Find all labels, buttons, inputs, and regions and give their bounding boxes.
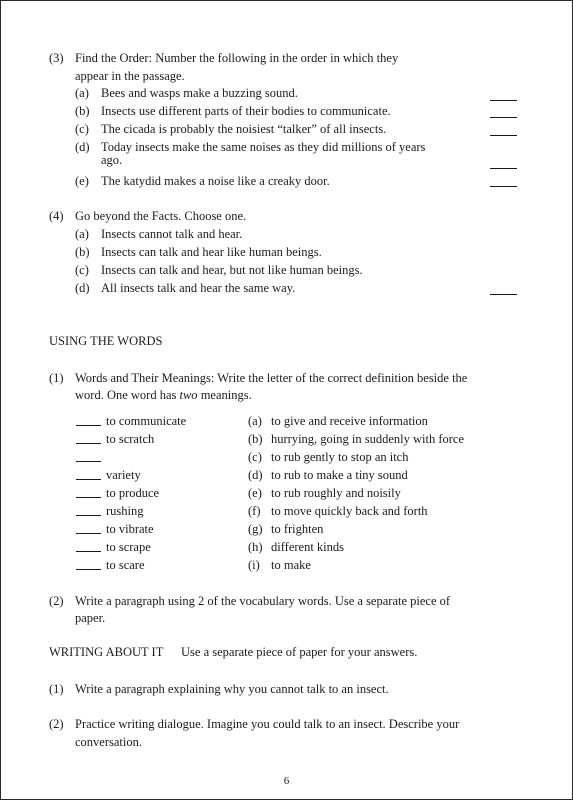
vocab-q2-line2: paper. [75,611,106,625]
answer-blank[interactable] [490,186,517,187]
definition-text: to make [271,558,311,572]
vocab-word: rushing [106,504,144,518]
emphasis-two: two [179,388,198,402]
definition-text: to move quickly back and forth [271,504,428,518]
definition-text: to give and receive information [271,414,428,428]
q3-item-text: The cicada is probably the noisiest “talker” of all insects. [101,122,387,136]
definition-letter: (b) [248,432,263,446]
match-blank[interactable] [76,515,101,516]
vocab-q2-line1: Write a paragraph using 2 of the vocabulary words. Use a separate piece of [75,594,451,608]
definition-letter: (h) [248,540,263,554]
writing-q2-line1: Practice writing dialogue. Imagine you could talk to an insect. Describe your [75,717,460,731]
match-blank[interactable] [76,569,101,570]
definition-text: to rub gently to stop an itch [271,450,409,464]
section-heading-writing: WRITING ABOUT IT [49,645,164,659]
q4-number: (4) [49,209,64,223]
definition-letter: (g) [248,522,263,536]
writing-instruction: Use a separate piece of paper for your answers. [181,645,418,659]
q3-item-letter: (e) [75,174,89,188]
vocab-word: to produce [106,486,160,500]
writing-q1-text: Write a paragraph explaining why you cannot talk to an insect. [75,682,389,696]
q3-item-text: Bees and wasps make a buzzing sound. [101,86,298,100]
answer-blank[interactable] [490,117,517,118]
match-blank[interactable] [76,533,101,534]
section-heading-using-words: USING THE WORDS [49,334,163,348]
vocab-word: to vibrate [106,522,154,536]
vocab-q1-line2: word. One word has two meanings. [75,388,252,402]
definition-text: to rub to make a tiny sound [271,468,408,482]
q3-item-letter: (a) [75,86,89,100]
match-blank[interactable] [76,479,101,480]
q3-prompt-line1: Find the Order: Number the following in the order in which they [75,51,399,65]
q4-item-text: Insects can talk and hear like human beings. [101,245,322,259]
q3-number: (3) [49,51,64,65]
match-blank[interactable] [76,497,101,498]
definition-text: to rub roughly and noisily [271,486,401,500]
vocab-q2-number: (2) [49,594,64,608]
vocab-word: to communicate [106,414,187,428]
q4-item-text: Insects cannot talk and hear. [101,227,243,241]
q4-item-text: Insects can talk and hear, but not like human beings. [101,263,363,277]
vocab-q1-number: (1) [49,371,64,385]
definition-letter: (c) [248,450,262,464]
vocab-q1-line1: Words and Their Meanings: Write the letter of the correct definition beside the [75,371,468,385]
match-blank[interactable] [76,425,101,426]
definition-text: hurrying, going in suddenly with force [271,432,465,446]
match-blank[interactable] [76,443,101,444]
answer-blank[interactable] [490,294,517,295]
definition-text: to frighten [271,522,324,536]
answer-blank[interactable] [490,168,517,169]
q4-item-letter: (a) [75,227,89,241]
definition-letter: (e) [248,486,262,500]
writing-q2-line2: conversation. [75,735,142,749]
q3-item-text: Insects use different parts of their bodies to communicate. [101,104,391,118]
page-number: 6 [283,775,290,787]
q3-item-text: The katydid makes a noise like a creaky door. [101,174,330,188]
vocab-word: variety [106,468,141,482]
match-blank[interactable] [76,461,101,462]
answer-blank[interactable] [490,135,517,136]
q4-item-letter: (b) [75,245,90,259]
definition-letter: (d) [248,468,263,482]
definition-letter: (f) [248,504,261,518]
writing-q2-number: (2) [49,717,64,731]
q4-item-text: All insects talk and hear the same way. [101,281,296,295]
definition-letter: (i) [248,558,260,572]
answer-blank[interactable] [490,100,517,101]
definition-text: different kinds [271,540,345,554]
q3-prompt-line2: appear in the passage. [75,69,185,83]
q3-item-letter: (d) [75,140,90,154]
vocab-word: to scare [106,558,145,572]
vocab-word: to scrape [106,540,151,554]
definition-letter: (a) [248,414,262,428]
q3-item-letter: (c) [75,122,89,136]
q4-item-letter: (c) [75,263,89,277]
vocab-word: to scratch [106,432,155,446]
match-blank[interactable] [76,551,101,552]
writing-q1-number: (1) [49,682,64,696]
q3-item-text: Today insects make the same noises as they did millions of years [101,140,426,154]
q4-item-letter: (d) [75,281,90,295]
q3-item-letter: (b) [75,104,90,118]
q4-prompt: Go beyond the Facts. Choose one. [75,209,247,223]
q3-item-text-continued: ago. [101,153,123,167]
